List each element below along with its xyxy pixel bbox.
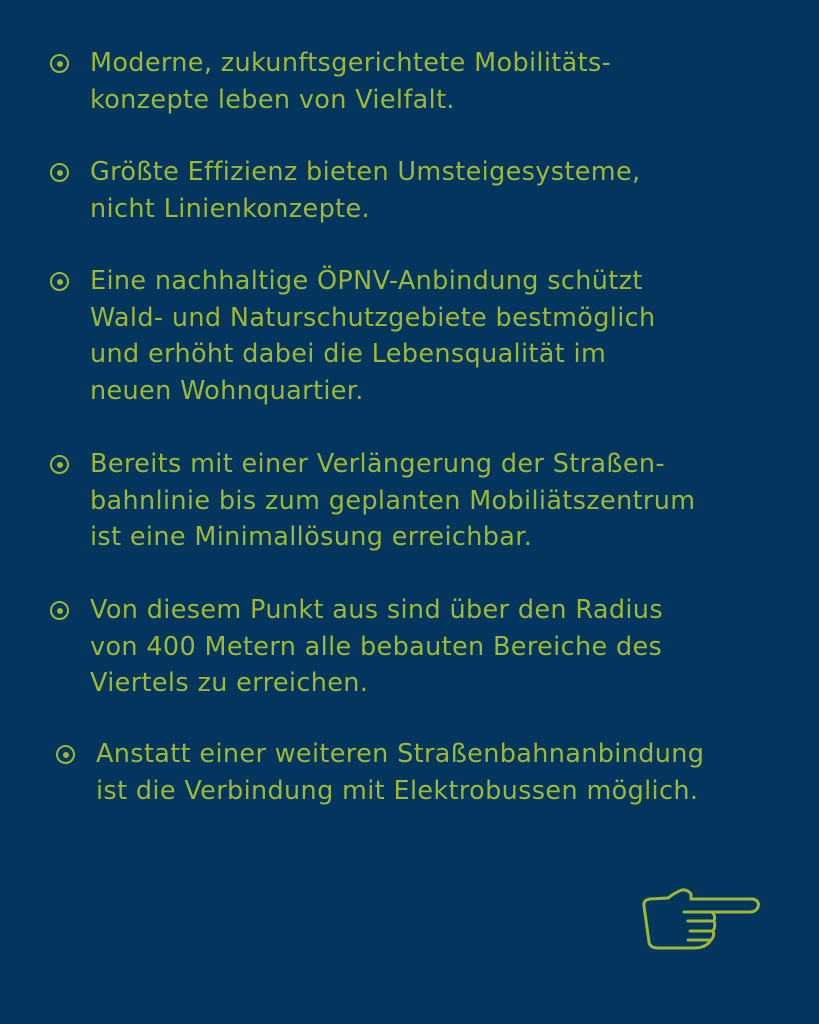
circle-bullet-icon (56, 745, 75, 764)
circle-bullet-icon (50, 54, 69, 73)
bullet-text: Bereits mit einer Verlängerung der Straßen- (90, 449, 665, 479)
finger-crease (684, 912, 714, 940)
bullet-line: bahnlinie bis zum geplanten Mobiliätszentrum (90, 485, 696, 516)
bullet-line (56, 736, 704, 773)
bullet-line: neuen Wohnquartier. (90, 375, 364, 406)
bullet-text: Anstatt einer weiteren Straßenbahnanbindung (96, 739, 705, 769)
bullet-line (50, 154, 640, 191)
bullet-line: ist die Verbindung mit Elektrobussen möglich. (96, 775, 699, 806)
bullet-item-4 (50, 446, 695, 556)
bullet-line (50, 592, 663, 629)
bullet-line (50, 263, 656, 300)
bullet-item-6 (56, 736, 704, 809)
circle-bullet-icon (50, 601, 69, 620)
bullet-text: Eine nachhaltige ÖPNV-Anbindung schützt (90, 266, 643, 296)
bullet-text: Moderne, zukunftsgerichtete Mobilitäts- (90, 48, 612, 78)
circle-bullet-icon (50, 272, 69, 291)
bullet-line (50, 45, 611, 82)
pointing-hand-right-icon[interactable] (640, 886, 762, 952)
bullet-item-2 (50, 154, 640, 227)
bullet-line: nicht Linienkonzepte. (90, 193, 370, 224)
bullet-text: Größte Effizienz bieten Umsteigesysteme, (90, 157, 641, 187)
bullet-line: ist eine Minimallösung erreichbar. (90, 522, 533, 552)
bullet-line (50, 446, 695, 483)
bullet-line: Wald- und Naturschutzgebiete bestmöglich (90, 302, 656, 333)
bullet-line: konzepte leben von Vielfalt. (90, 84, 455, 115)
circle-bullet-icon (50, 455, 69, 474)
bullet-text: Von diesem Punkt aus sind über den Radius (90, 595, 663, 625)
bullet-item-3 (50, 263, 656, 409)
bullet-line: und erhöht dabei die Lebensqualität im (90, 339, 607, 369)
bullet-item-5 (50, 592, 663, 702)
bullet-line: von 400 Metern alle bebauten Bereiche des (90, 631, 663, 662)
circle-bullet-icon (50, 163, 69, 182)
bullet-line: Viertels zu erreichen. (90, 668, 369, 698)
bullet-item-1 (50, 45, 611, 118)
